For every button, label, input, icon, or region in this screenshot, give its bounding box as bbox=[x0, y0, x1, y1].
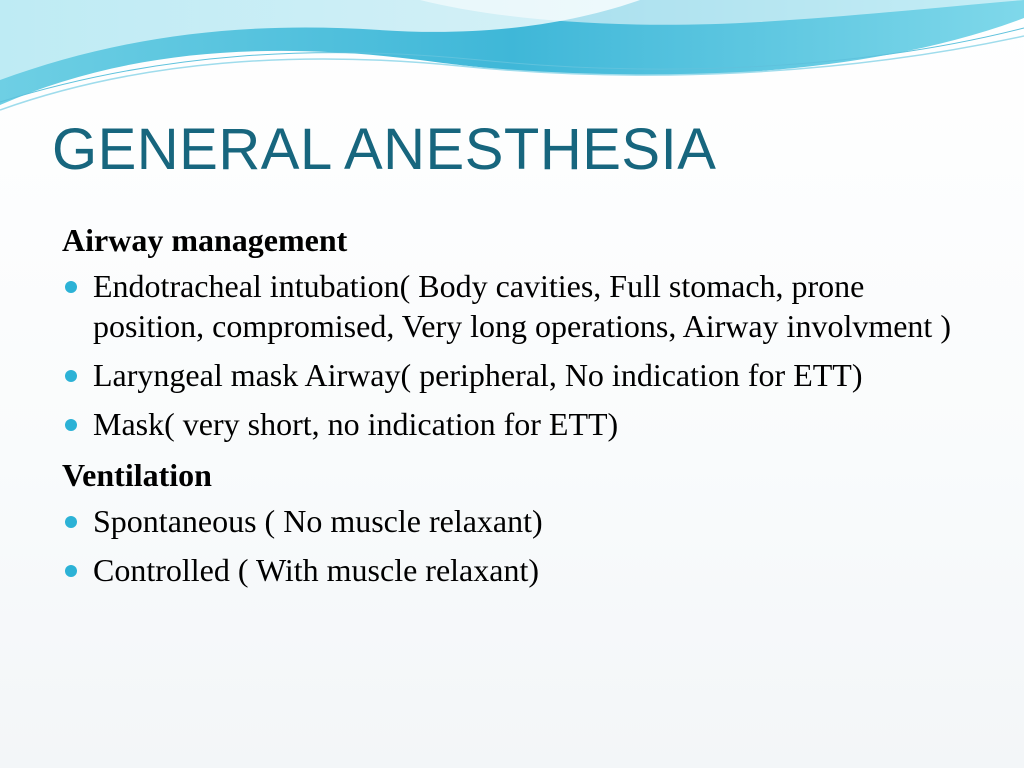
section-ventilation bbox=[62, 453, 972, 590]
section-airway-management bbox=[62, 218, 972, 444]
list-item-text: Controlled ( With muscle relaxant) bbox=[93, 552, 539, 588]
slide-content bbox=[62, 218, 972, 599]
header-wave-decoration bbox=[0, 0, 1024, 130]
section-heading: Ventilation bbox=[62, 457, 212, 493]
bullet-list bbox=[62, 266, 972, 444]
bullet-dot-icon bbox=[65, 516, 77, 528]
bullet-dot-icon bbox=[65, 370, 77, 382]
list-item-text: Spontaneous ( No muscle relaxant) bbox=[93, 503, 543, 539]
list-item-text: Endotracheal intubation( Body cavities, Full stomach, prone position, compromised, Very long operations, Airway involvment ) bbox=[93, 268, 951, 344]
list-item bbox=[62, 550, 972, 590]
section-heading: Airway management bbox=[62, 222, 348, 258]
slide-title: GENERAL ANESTHESIA bbox=[52, 117, 717, 182]
list-item-text: Laryngeal mask Airway( peripheral, No indication for ETT) bbox=[93, 357, 863, 393]
bullet-dot-icon bbox=[65, 565, 77, 577]
list-item bbox=[62, 501, 972, 541]
list-item-text: Mask( very short, no indication for ETT) bbox=[93, 406, 619, 442]
bullet-list bbox=[62, 501, 972, 590]
list-item bbox=[62, 266, 972, 346]
list-item bbox=[62, 355, 972, 395]
bullet-dot-icon bbox=[65, 419, 77, 431]
list-item bbox=[62, 404, 972, 444]
bullet-dot-icon bbox=[65, 281, 77, 293]
